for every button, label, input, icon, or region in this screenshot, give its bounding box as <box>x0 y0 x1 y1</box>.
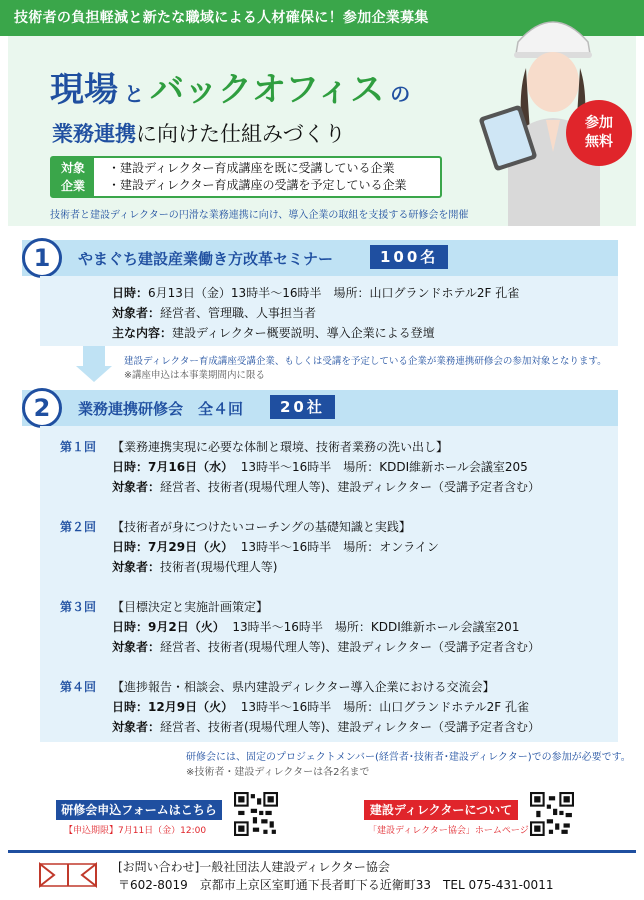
session-date <box>112 458 528 475</box>
about-director-subtext: 「建設ディレクター協会」ホームページ <box>368 826 529 836</box>
section1-date <box>112 284 519 301</box>
date-value: 9月2日（火） <box>148 620 225 634</box>
kensetsu-director-logo <box>36 860 100 896</box>
audience-value: 経営者、技術者(現場代理人等)、建設ディレクター（受講予定者含む） <box>160 640 540 654</box>
member-note-line2: ※技術者・建設ディレクターは各2名まで <box>186 767 370 778</box>
member-requirement-note <box>186 748 631 778</box>
eligibility-note-line1: 建設ディレクター育成講座受講企業、もしくは受講を予定している企業が業務連携研修会の参加対象となります。 <box>124 356 607 367</box>
down-arrow-shaft <box>83 346 105 368</box>
target-label-line2: 企業 <box>60 179 85 193</box>
title-genba: 現場 <box>50 70 118 110</box>
session-number: 第２回 <box>60 520 97 534</box>
date-value: 7月16日（水） <box>148 460 234 474</box>
target-list <box>108 160 407 194</box>
section1-audience <box>112 304 316 321</box>
audience-value: 経営者、技術者(現場代理人等)、建設ディレクター（受講予定者含む） <box>160 720 540 734</box>
hero-title <box>50 62 410 111</box>
title-no: の <box>390 82 411 106</box>
date-label: 日時： <box>112 540 149 554</box>
badge-line1: 参加 <box>585 115 613 131</box>
content-value: 建設ディレクター概要説明、導入企業による登壇 <box>172 326 435 340</box>
session-date <box>112 538 439 555</box>
contact-line2: 〒602-8019 京都市上京区室町通下長者町下る近衛町33 TEL 075-431-0011 <box>118 878 554 892</box>
session-audience <box>112 558 277 575</box>
free-badge <box>566 100 632 166</box>
top-banner: 技術者の負担軽減と新たな職域による人材確保に！参加企業募集 <box>0 0 644 36</box>
application-form-button[interactable]: 研修会申込フォームはこちら <box>56 800 222 820</box>
hero-subtitle <box>52 118 346 148</box>
session-audience <box>112 638 540 655</box>
subtitle-rest: に向けた仕組みづくり <box>136 122 346 146</box>
session-audience <box>112 718 540 735</box>
time-place: 13時半～16時半 場所：山口グランドホテル2F 孔雀 <box>240 700 530 714</box>
subtitle-bold: 業務連携 <box>52 122 136 146</box>
session-date <box>112 618 519 635</box>
audience-label: 対象者： <box>112 480 161 494</box>
section1-number: 1 <box>22 238 62 278</box>
member-note-line1: 研修会には、固定のプロジェクトメンバー(経営者･技術者･建設ディレクター)での参加が必要です。 <box>186 752 631 763</box>
section1-content <box>112 324 435 341</box>
date-value: 6月13日（金）13時半～16時半 場所：山口グランドホテル2F 孔雀 <box>148 286 520 300</box>
application-deadline: 【申込期限】7月11日（金）12:00 <box>64 826 207 836</box>
about-director-button[interactable]: 建設ディレクターについて <box>364 800 518 820</box>
section1-header <box>22 240 618 276</box>
audience-label: 対象者： <box>112 640 161 654</box>
eligibility-note <box>124 353 607 381</box>
audience-value: 経営者、管理職、人事担当者 <box>160 306 317 320</box>
date-label: 日時： <box>112 460 149 474</box>
title-to: と <box>124 82 144 106</box>
time-place: 13時半～16時半 場所：オンライン <box>240 540 439 554</box>
contact-info <box>118 858 553 894</box>
target-label-line1: 対象 <box>60 161 85 175</box>
audience-value: 経営者、技術者(現場代理人等)、建設ディレクター（受講予定者含む） <box>160 480 540 494</box>
application-qr-code[interactable] <box>234 792 278 836</box>
session-topic: 【技術者が身につけたいコーチングの基礎知識と実践】 <box>112 520 411 534</box>
section2-count: 20社 <box>270 395 335 419</box>
about-qr-code[interactable] <box>530 792 574 836</box>
date-value: 7月29日（火） <box>148 540 234 554</box>
date-label: 日時： <box>112 286 149 300</box>
date-value: 12月9日（火） <box>148 700 234 714</box>
session-date <box>112 698 529 715</box>
time-place: 13時半～16時半 場所：KDDI維新ホール会議室205 <box>240 460 528 474</box>
session-audience <box>112 478 540 495</box>
section1-title: やまぐち建設産業働き方改革セミナー <box>78 250 334 268</box>
session-topic: 【目標決定と実施計画策定】 <box>112 600 269 614</box>
target-item: ・建設ディレクター育成講座の受講を予定している企業 <box>108 178 407 192</box>
audience-label: 対象者： <box>112 720 161 734</box>
title-backoffice: バックオフィス <box>150 70 385 110</box>
session-topic: 【進捗報告・相談会、県内建設ディレクター導入企業における交流会】 <box>112 680 495 694</box>
audience-label: 対象者： <box>112 560 161 574</box>
target-companies-box <box>50 156 442 198</box>
contact-line1: [お問い合わせ]一般社団法人建設ディレクター協会 <box>118 860 390 874</box>
audience-label: 対象者： <box>112 306 161 320</box>
audience-value: 技術者(現場代理人等) <box>160 560 278 574</box>
target-item: ・建設ディレクター育成講座を既に受講している企業 <box>108 161 395 175</box>
down-arrow-icon <box>76 366 112 382</box>
footer-divider <box>8 850 636 853</box>
eligibility-note-line2: ※講座申込は本事業期間内に限る <box>124 370 265 381</box>
hero-note: 技術者と建設ディレクターの円滑な業務連携に向け、導入企業の取組を支援する研修会を開催 <box>50 210 469 221</box>
section2-number: 2 <box>22 388 62 428</box>
target-label <box>52 158 94 196</box>
date-label: 日時： <box>112 700 149 714</box>
session-number: 第３回 <box>60 600 97 614</box>
session-number: 第１回 <box>60 440 97 454</box>
session-topic: 【業務連携実現に必要な体制と環境、技術者業務の洗い出し】 <box>112 440 449 454</box>
session-number: 第４回 <box>60 680 97 694</box>
time-place: 13時半～16時半 場所：KDDI維新ホール会議室201 <box>232 620 520 634</box>
section2-header <box>22 390 618 426</box>
section1-count: 100名 <box>370 245 448 269</box>
content-label: 主な内容： <box>112 326 173 340</box>
badge-line2: 無料 <box>585 134 613 150</box>
date-label: 日時： <box>112 620 149 634</box>
section2-title: 業務連携研修会 全４回 <box>78 400 244 418</box>
